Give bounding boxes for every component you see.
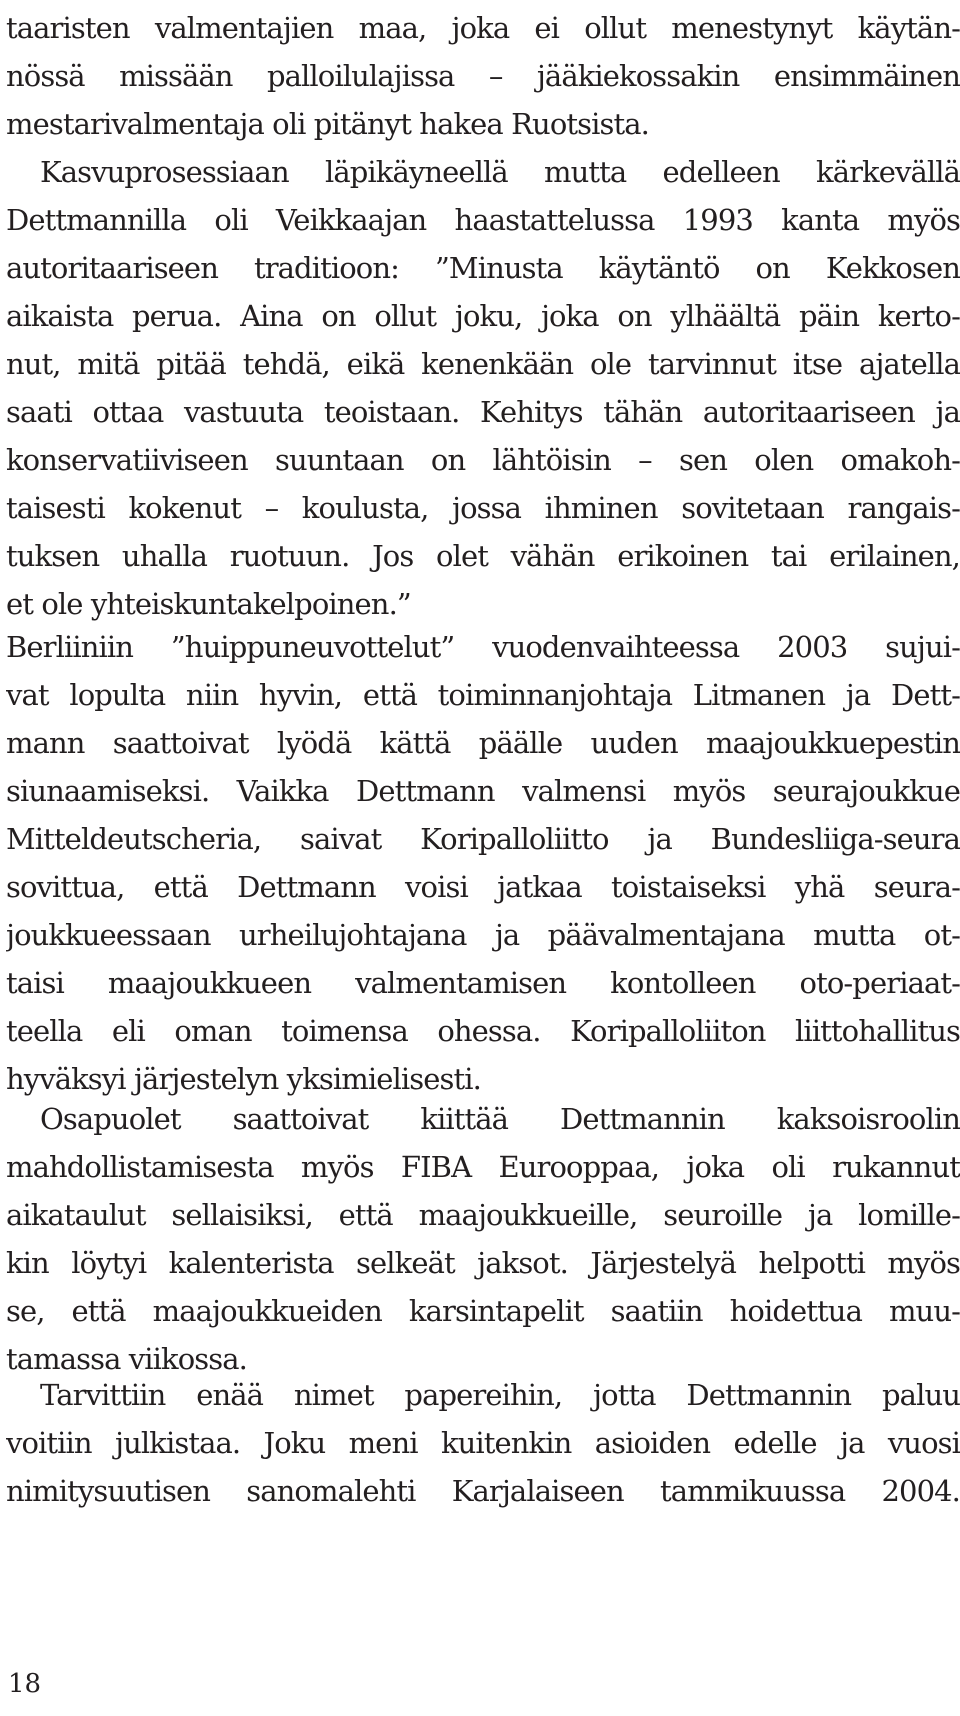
- text-line: tamassa viikossa.: [6, 1342, 247, 1376]
- paragraph-2: [6, 623, 960, 1103]
- text-line: konservatiiviseen suuntaan on lähtöisin – sen olen omakoh-: [6, 443, 960, 477]
- page-number: 18: [8, 1669, 42, 1699]
- paragraph-1: [6, 4, 960, 628]
- text-line: taisesti kokenut – koulusta, jossa ihminen sovitetaan rangais-: [6, 491, 960, 525]
- text-line: teella eli oman toimensa ohessa. Koripalloliiton liittohallitus: [6, 1014, 960, 1048]
- text-line: taisi maajoukkueen valmentamisen kontolleen oto-periaat-: [6, 966, 960, 1000]
- text-line: se, että maajoukkueiden karsintapelit saatiin hoidettua muu-: [6, 1294, 960, 1328]
- text-line: mestarivalmentaja oli pitänyt hakea Ruotsista.: [6, 107, 649, 141]
- text-line: Kasvuprosessiaan läpikäyneellä mutta edelleen kärkevällä: [40, 155, 960, 189]
- text-line: sovittua, että Dettmann voisi jatkaa toistaiseksi yhä seura-: [6, 870, 960, 904]
- text-line: Berliiniin ”huippuneuvottelut” vuodenvaihteessa 2003 sujui-: [6, 630, 960, 664]
- text-line: Dettmannilla oli Veikkaajan haastattelussa 1993 kanta myös: [6, 203, 960, 237]
- text-line: mahdollistamisesta myös FIBA Eurooppaa, joka oli rukannut: [6, 1150, 960, 1184]
- text-line: aikaista perua. Aina on ollut joku, joka on ylhäältä päin kerto-: [6, 299, 960, 333]
- text-line: taaristen valmentajien maa, joka ei ollut menestynyt käytän-: [6, 11, 960, 45]
- text-line: et ole yhteiskuntakelpoinen.”: [6, 587, 411, 621]
- text-line: Mitteldeutscheria, saivat Koripalloliitto ja Bundesliiga-seura: [6, 822, 960, 856]
- text-line: hyväksyi järjestelyn yksimielisesti.: [6, 1062, 481, 1096]
- text-line: mann saattoivat lyödä kättä päälle uuden maajoukkuepestin: [6, 726, 960, 760]
- text-line: vat lopulta niin hyvin, että toiminnanjohtaja Litmanen ja Dett-: [6, 678, 960, 712]
- paragraph-4: [6, 1371, 960, 1515]
- paragraph-3: [6, 1095, 960, 1383]
- text-line: voitiin julkistaa. Joku meni kuitenkin asioiden edelle ja vuosi: [6, 1426, 960, 1460]
- text-line: saati ottaa vastuuta teoistaan. Kehitys tähän autoritaariseen ja: [6, 395, 960, 429]
- text-line: Osapuolet saattoivat kiittää Dettmannin kaksoisroolin: [40, 1102, 960, 1136]
- text-line: tuksen uhalla ruotuun. Jos olet vähän erikoinen tai erilainen,: [6, 539, 960, 573]
- text-line: joukkueessaan urheilujohtajana ja päävalmentajana mutta ot-: [6, 918, 960, 952]
- text-line: nimitysuutisen sanomalehti Karjalaiseen tammikuussa 2004.: [6, 1474, 960, 1508]
- text-line: siunaamiseksi. Vaikka Dettmann valmensi myös seurajoukkue: [6, 774, 960, 808]
- text-line: aikataulut sellaisiksi, että maajoukkueille, seuroille ja lomille-: [6, 1198, 960, 1232]
- text-line: Tarvittiin enää nimet papereihin, jotta Dettmannin paluu: [40, 1378, 960, 1412]
- text-line: nössä missään palloilulajissa – jääkiekossakin ensimmäinen: [6, 59, 960, 93]
- text-line: nut, mitä pitää tehdä, eikä kenenkään ole tarvinnut itse ajatella: [6, 347, 960, 381]
- text-line: autoritaariseen traditioon: ”Minusta käytäntö on Kekkosen: [6, 251, 960, 285]
- text-line: kin löytyi kalenterista selkeät jaksot. Järjestelyä helpotti myös: [6, 1246, 960, 1280]
